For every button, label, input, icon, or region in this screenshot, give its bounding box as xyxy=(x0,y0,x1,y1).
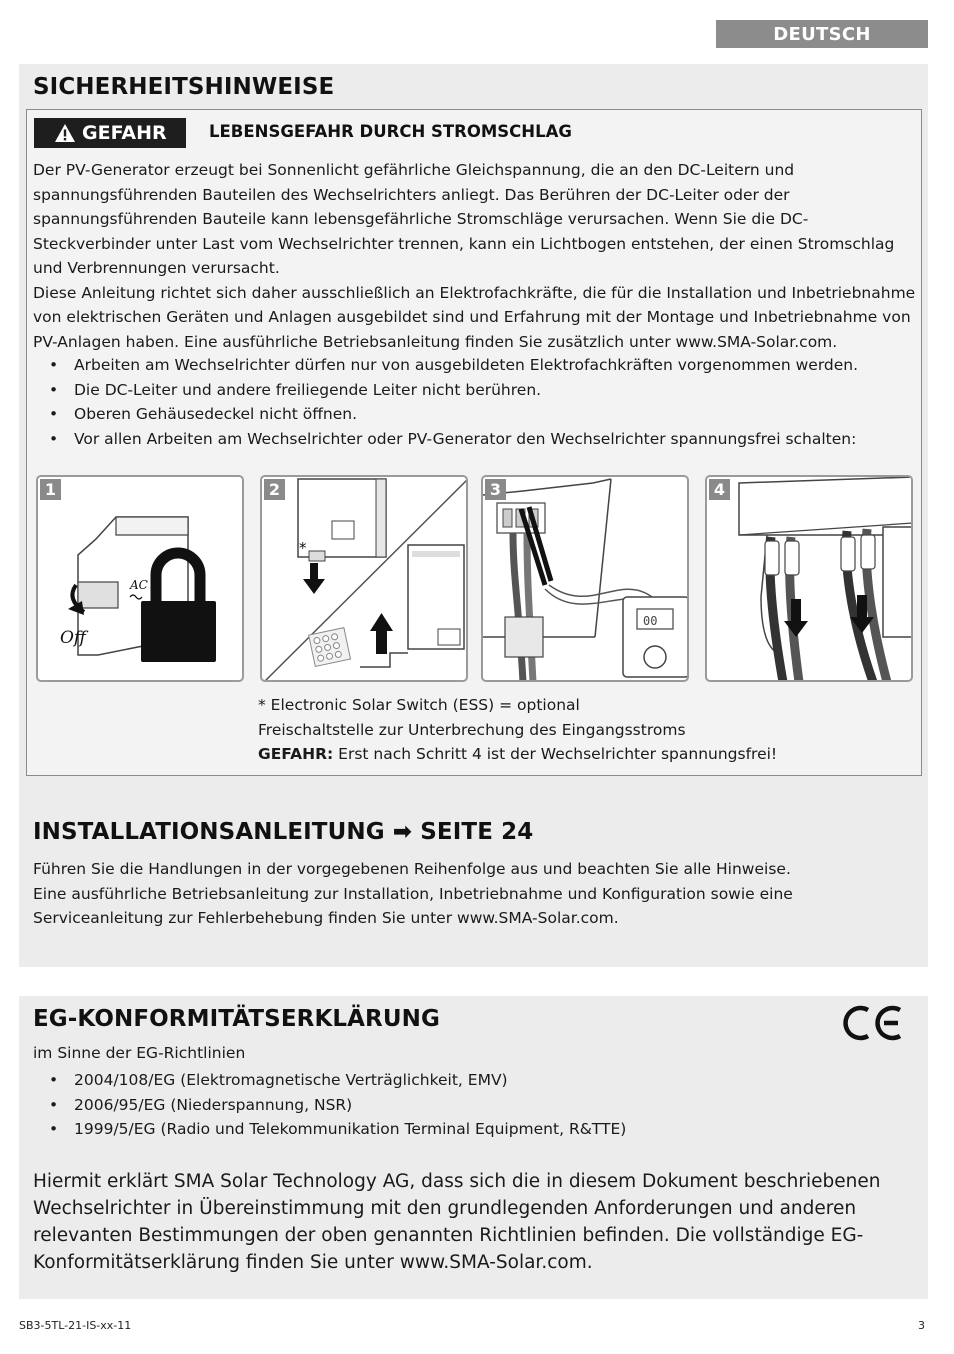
svg-text:AC: AC xyxy=(130,578,148,592)
conformity-intro: im Sinne der EG-Richtlinien xyxy=(33,1044,246,1062)
step-number: 2 xyxy=(264,479,285,500)
danger-badge xyxy=(34,118,186,148)
footnote-danger-label: GEFAHR: xyxy=(258,745,334,763)
svg-text:*: * xyxy=(299,539,307,557)
dc-connector-unplug-icon xyxy=(707,477,913,682)
danger-paragraph-2: Diese Anleitung richtet sich daher ausschließlich an Elektrofachkräfte, die für die Installation und Inbetriebnahme von elektrischen Geräten und Anlagen ausgebildet sind und Erfahrung mit der Montage und Inbetriebnahme von PV-Anlagen haben. Eine ausführliche Betriebsanleitung finden Sie zusätzlich unter www.SMA-Solar.com. xyxy=(33,283,916,351)
step-number: 4 xyxy=(709,479,730,500)
step-4-illustration xyxy=(705,475,913,682)
danger-badge-label: GEFAHR xyxy=(82,122,167,144)
step-footnote xyxy=(258,693,777,767)
footnote-disconnect: Freischaltstelle zur Unterbrechung des Eingangsstroms xyxy=(258,720,686,739)
voltage-measure-icon xyxy=(483,477,689,682)
list-item: • Oberen Gehäusedeckel nicht öffnen. xyxy=(33,402,913,427)
installation-text xyxy=(33,857,913,931)
svg-text:00: 00 xyxy=(643,614,658,628)
ess-removal-icon xyxy=(262,477,468,682)
list-item: • Die DC-Leiter und andere freiliegende Leiter nicht berühren. xyxy=(33,378,913,403)
warning-triangle-icon xyxy=(54,123,76,143)
safety-bullet-list xyxy=(33,353,913,451)
safety-heading: SICHERHEITSHINWEISE xyxy=(33,74,335,100)
list-item: • Arbeiten am Wechselrichter dürfen nur von ausgebildeten Elektrofachkräften vorgenommen werden. xyxy=(33,353,913,378)
installation-heading: INSTALLATIONSANLEITUNG ➡ SEITE 24 xyxy=(33,819,534,845)
danger-paragraph-1: Der PV-Generator erzeugt bei Sonnenlicht gefährliche Gleichspannung, die an den DC-Leitern und spannungsführenden Bauteilen des Wechselrichters anliegt. Das Berühren der DC-Leiter oder der spannungsführenden Bauteile kann lebensgefährliche Stromschläge verursachen. Wenn Sie die DC-Steckverbinder unter Last vom Wechselrichter trennen, kann ein Lichtbogen entstehen, der einen Stromschlag und Verbrennungen verursacht. xyxy=(33,161,895,277)
conformity-heading: EG-KONFORMITÄTSERKLÄRUNG xyxy=(33,1006,440,1032)
step-1-illustration xyxy=(36,475,244,682)
installation-line-1: Führen Sie die Handlungen in der vorgegebenen Reihenfolge aus und beachten Sie alle Hinweise. xyxy=(33,860,791,878)
language-tab: DEUTSCH xyxy=(716,20,928,48)
safety-installation-panel xyxy=(19,64,928,967)
step-number: 3 xyxy=(485,479,506,500)
step-2-illustration xyxy=(260,475,468,682)
list-item: • 2004/108/EG (Elektromagnetische Verträglichkeit, EMV) xyxy=(33,1068,853,1093)
list-item: • 2006/95/EG (Niederspannung, NSR) xyxy=(33,1093,853,1118)
document-code: SB3-5TL-21-IS-xx-11 xyxy=(19,1319,132,1332)
svg-text:Off: Off xyxy=(60,628,86,648)
danger-title: LEBENSGEFAHR DURCH STROMSCHLAG xyxy=(209,122,572,141)
footnote-ess: * Electronic Solar Switch (ESS) = optional xyxy=(258,696,580,714)
footnote-danger-text: Erst nach Schritt 4 ist der Wechselrichter spannungsfrei! xyxy=(333,745,778,763)
directive-list xyxy=(33,1068,853,1142)
step-3-illustration xyxy=(481,475,689,682)
list-item: • 1999/5/EG (Radio und Telekommunikation Terminal Equipment, R&TTE) xyxy=(33,1117,853,1142)
conformity-panel xyxy=(19,996,928,1299)
installation-line-2: Eine ausführliche Betriebsanleitung zur Installation, Inbetriebnahme und Konfiguration sowie eine Serviceanleitung zur Fehlerbehebung finden Sie unter www.SMA-Solar.com. xyxy=(33,884,793,927)
ac-breaker-off-lock-icon xyxy=(38,477,244,682)
danger-paragraphs xyxy=(33,158,917,354)
page-number: 3 xyxy=(918,1319,925,1332)
list-item: • Vor allen Arbeiten am Wechselrichter oder PV-Generator den Wechselrichter spannungsfrei schalten: xyxy=(33,427,913,452)
ce-mark-icon xyxy=(836,1004,904,1042)
footnote-danger xyxy=(258,742,777,767)
step-number: 1 xyxy=(40,479,61,500)
danger-box xyxy=(26,109,922,776)
conformity-statement: Hiermit erklärt SMA Solar Technology AG, dass sich die in diesem Dokument beschriebenen Wechselrichter in Übereinstimmung mit den grundlegenden Anforderungen und anderen relevanten Bestimmungen der oben genannten Richtlinien befinden. Die vollständige EG-Konformitätserklärung finden Sie unter www.SMA-Solar.com. xyxy=(33,1171,881,1273)
